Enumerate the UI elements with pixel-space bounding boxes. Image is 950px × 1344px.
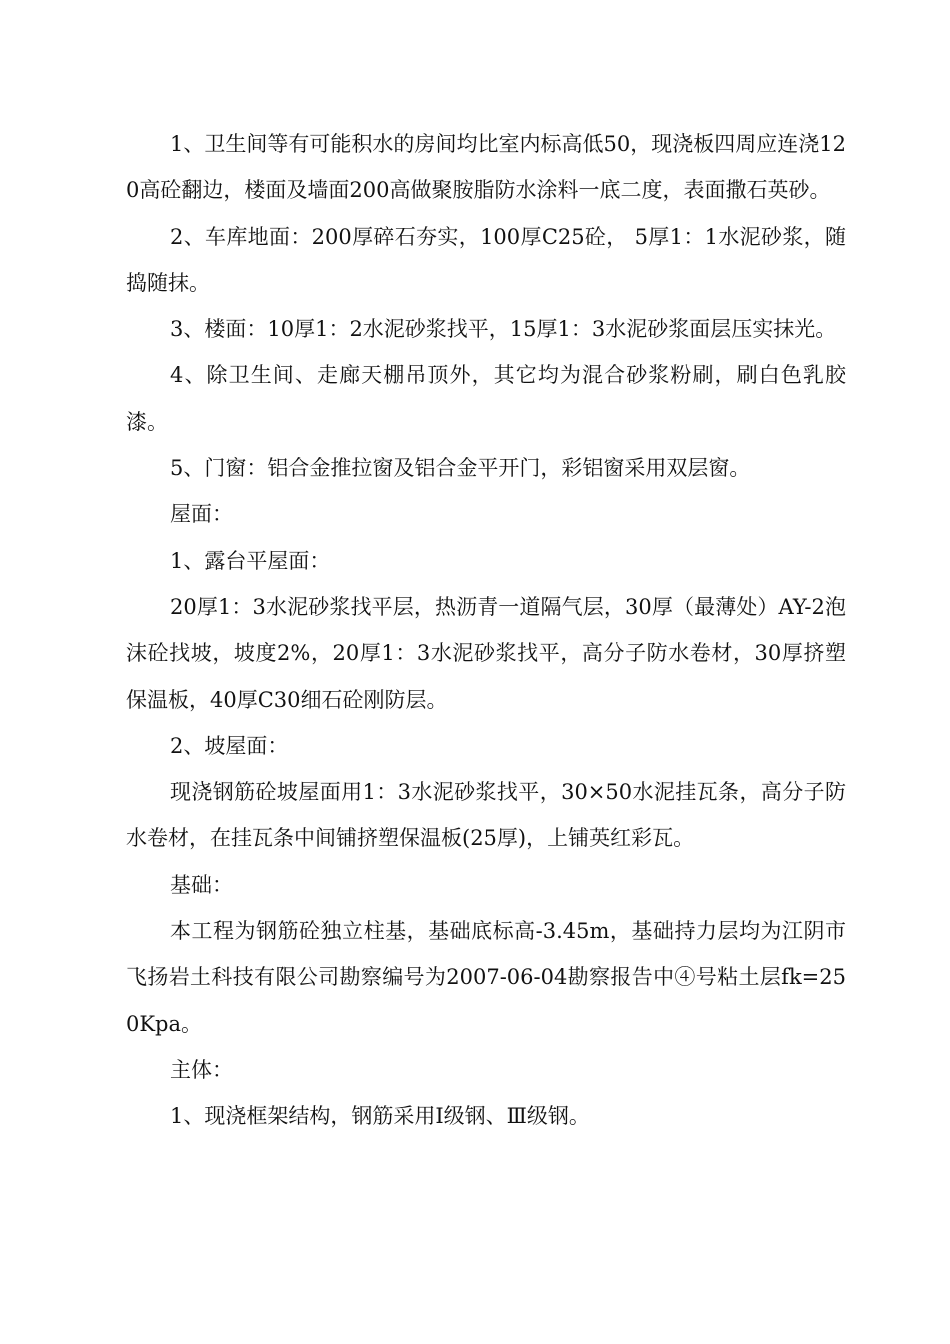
paragraph-bathroom-waterproofing: 1、卫生间等有可能积水的房间均比室内标高低50，现浇板四周应连浇120高砼翻边，楼面及墙面200高做聚胺脂防水涂料一底二度，表面撒石英砂。: [126, 132, 846, 203]
paragraph-frame-structure: 1、现浇框架结构，钢筋采用Ⅰ级钢、Ⅲ级钢。: [170, 1104, 590, 1129]
heading-main-structure: 主体：: [170, 1057, 233, 1082]
paragraph-doors-windows: 5、门窗：铝合金推拉窗及铝合金平开门，彩铝窗采用双层窗。: [170, 456, 751, 481]
paragraph-pitched-roof-layers: 现浇钢筋砼坡屋面用1：3水泥砂浆找平，30×50水泥挂瓦条，高分子防水卷材，在挂瓦条中间铺挤塑保温板(25厚)，上铺英红彩瓦。: [126, 780, 846, 851]
subheading-terrace-flat-roof: 1、露台平屋面：: [170, 548, 331, 573]
paragraph-garage-floor: 2、车库地面：200厚碎石夯实，100厚C25砼， 5厚1：1水泥砂浆，随捣随抹。: [126, 224, 846, 295]
paragraph-flat-roof-layers: 20厚1：3水泥砂浆找平层，热沥青一道隔气层，30厚（最薄处）AY-2泡沫砼找坡，坡度2%，20厚1：3水泥砂浆找平，高分子防水卷材，30厚挤塑保温板，40厚C30细石砼刚防层。: [126, 594, 846, 712]
heading-foundation: 基础：: [170, 872, 233, 897]
heading-roof: 屋面：: [170, 502, 233, 527]
paragraph-ceiling-plaster: 4、除卫生间、走廊天棚吊顶外，其它均为混合砂浆粉刷，刷白色乳胶漆。: [126, 363, 846, 434]
paragraph-foundation: 本工程为钢筋砼独立柱基，基础底标高-3.45m，基础持力层均为江阴市飞扬岩土科技有限公司勘察编号为2007-06-04勘察报告中④号粘土层fk=250Kpa。: [126, 919, 846, 1036]
subheading-pitched-roof: 2、坡屋面：: [170, 733, 289, 758]
paragraph-floor-finish: 3、楼面：10厚1：2水泥砂浆找平，15厚1：3水泥砂浆面层压实抹光。: [170, 317, 837, 342]
document-body: [126, 121, 846, 1140]
